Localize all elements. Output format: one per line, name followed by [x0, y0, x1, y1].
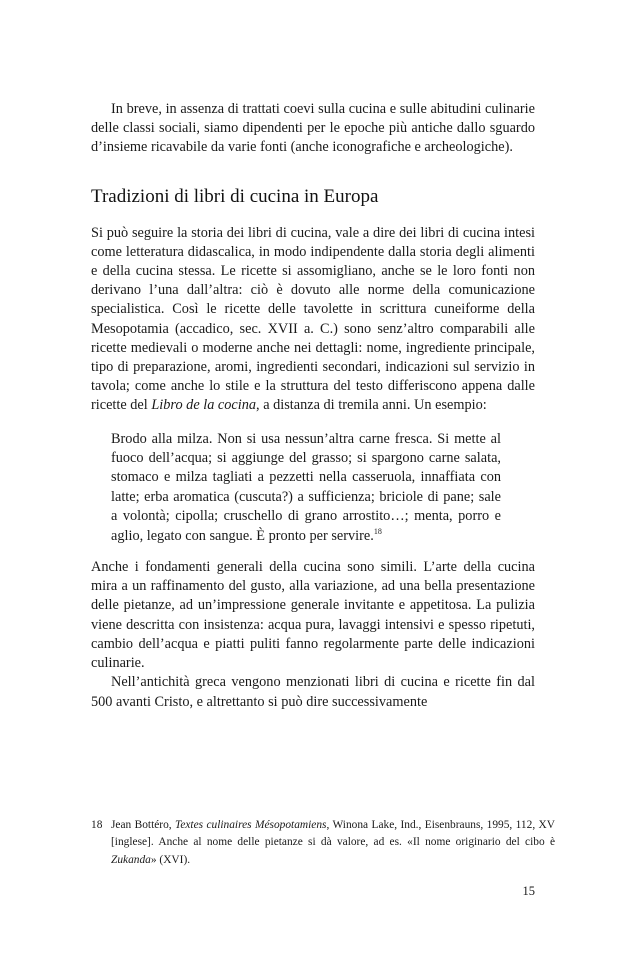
- footnote-reference[interactable]: 18: [373, 526, 382, 536]
- footnote: [91, 817, 555, 869]
- footnote-title: Textes culinaires Mésopotamiens: [175, 819, 327, 831]
- footnote-author: Jean Bottéro,: [111, 819, 176, 831]
- footnote-term: Zukanda: [111, 853, 151, 866]
- paragraph-intro: In breve, in assenza di trattati coevi sulla cucina e sulle abitudini culinarie delle classi sociali, siamo dipendenti per le epoche più antiche dallo sguardo d’insieme ricavabile da varie fonti (anche iconografiche e archeologiche).: [91, 101, 535, 156]
- recipe-quote: [111, 430, 501, 546]
- footnote-text-end: » (XVI).: [150, 853, 191, 866]
- section-title: Tradizioni di libri di cucina in Europa: [91, 185, 379, 207]
- footnote-number: 18: [91, 819, 103, 831]
- footnote-text: , Winona Lake, Ind., Eisenbrauns, 1995, 112, XV [inglese]. Anche al nome delle pietanze si dà valore, ad es. «Il nome originario del cibo è: [111, 819, 556, 849]
- page-body: [91, 100, 535, 712]
- paragraph-greek: Nell’antichità greca vengono menzionati libri di cucina e ricette fin dal 500 avanti Cristo, e altrettanto si può dire successivamente: [91, 674, 535, 710]
- book-title: Libro de la cocina: [151, 397, 257, 414]
- paragraph-main-text: Si può seguire la storia dei libri di cucina, vale a dire dei libri di cucina intesi come letteratura didascalica, in modo indipendente dalla storia degli alimenti e della cucina stessa. Le ricette si assomigliano, anche se le loro fonti non derivano l’una dall’altra: ciò è dovuto alle norme della comunicazione specialistica. Così le ricette delle tavolette in scrittura cuneiforme della Mesopotamia (accadico, sec. XVII a. C.) sono senz’altro comparabili alle ricette medievali o moderne anche nei dettagli: nome, ingrediente principale, tipo di preparazione, aromi, ingredienti secondari, indicazioni sul servizio in tavola; come anche lo stile e la struttura del testo differiscono appena dalle ricette del: [91, 224, 535, 414]
- recipe-quote-text: Brodo alla milza. Non si usa nessun’altra carne fresca. Si mette al fuoco dell’acqua; si aggiunge del grasso; si spargono carne salata, stomaco e milza tagliati a pezzetti nella casseruola, innaffiata con latte; erba aromatica (cuscuta?) a sufficienza; briciole di pane; sale a volontà; cipolla; cruschello di grano arrostito…; menta, porro e aglio, legato con sangue. È pronto per servire.: [111, 430, 501, 544]
- paragraph-main-text-end: , a distanza di tremila anni. Un esempio:: [256, 397, 487, 414]
- paragraph-main: [91, 224, 535, 416]
- page-number: 15: [522, 884, 535, 898]
- paragraph-fundamentals: Anche i fondamenti generali della cucina sono simili. L’arte della cucina mira a un raffinamento del gusto, alla variazione, ad una bella presentazione delle pietanze, ad un’impressione generale invitante e appetitosa. La pulizia viene descritta con insistenza: acqua pura, lavaggi intensivi e spesso ripetuti, cambio dell’acqua e piatti puliti fanno regolarmente parte delle indicazioni culinarie.: [91, 559, 535, 672]
